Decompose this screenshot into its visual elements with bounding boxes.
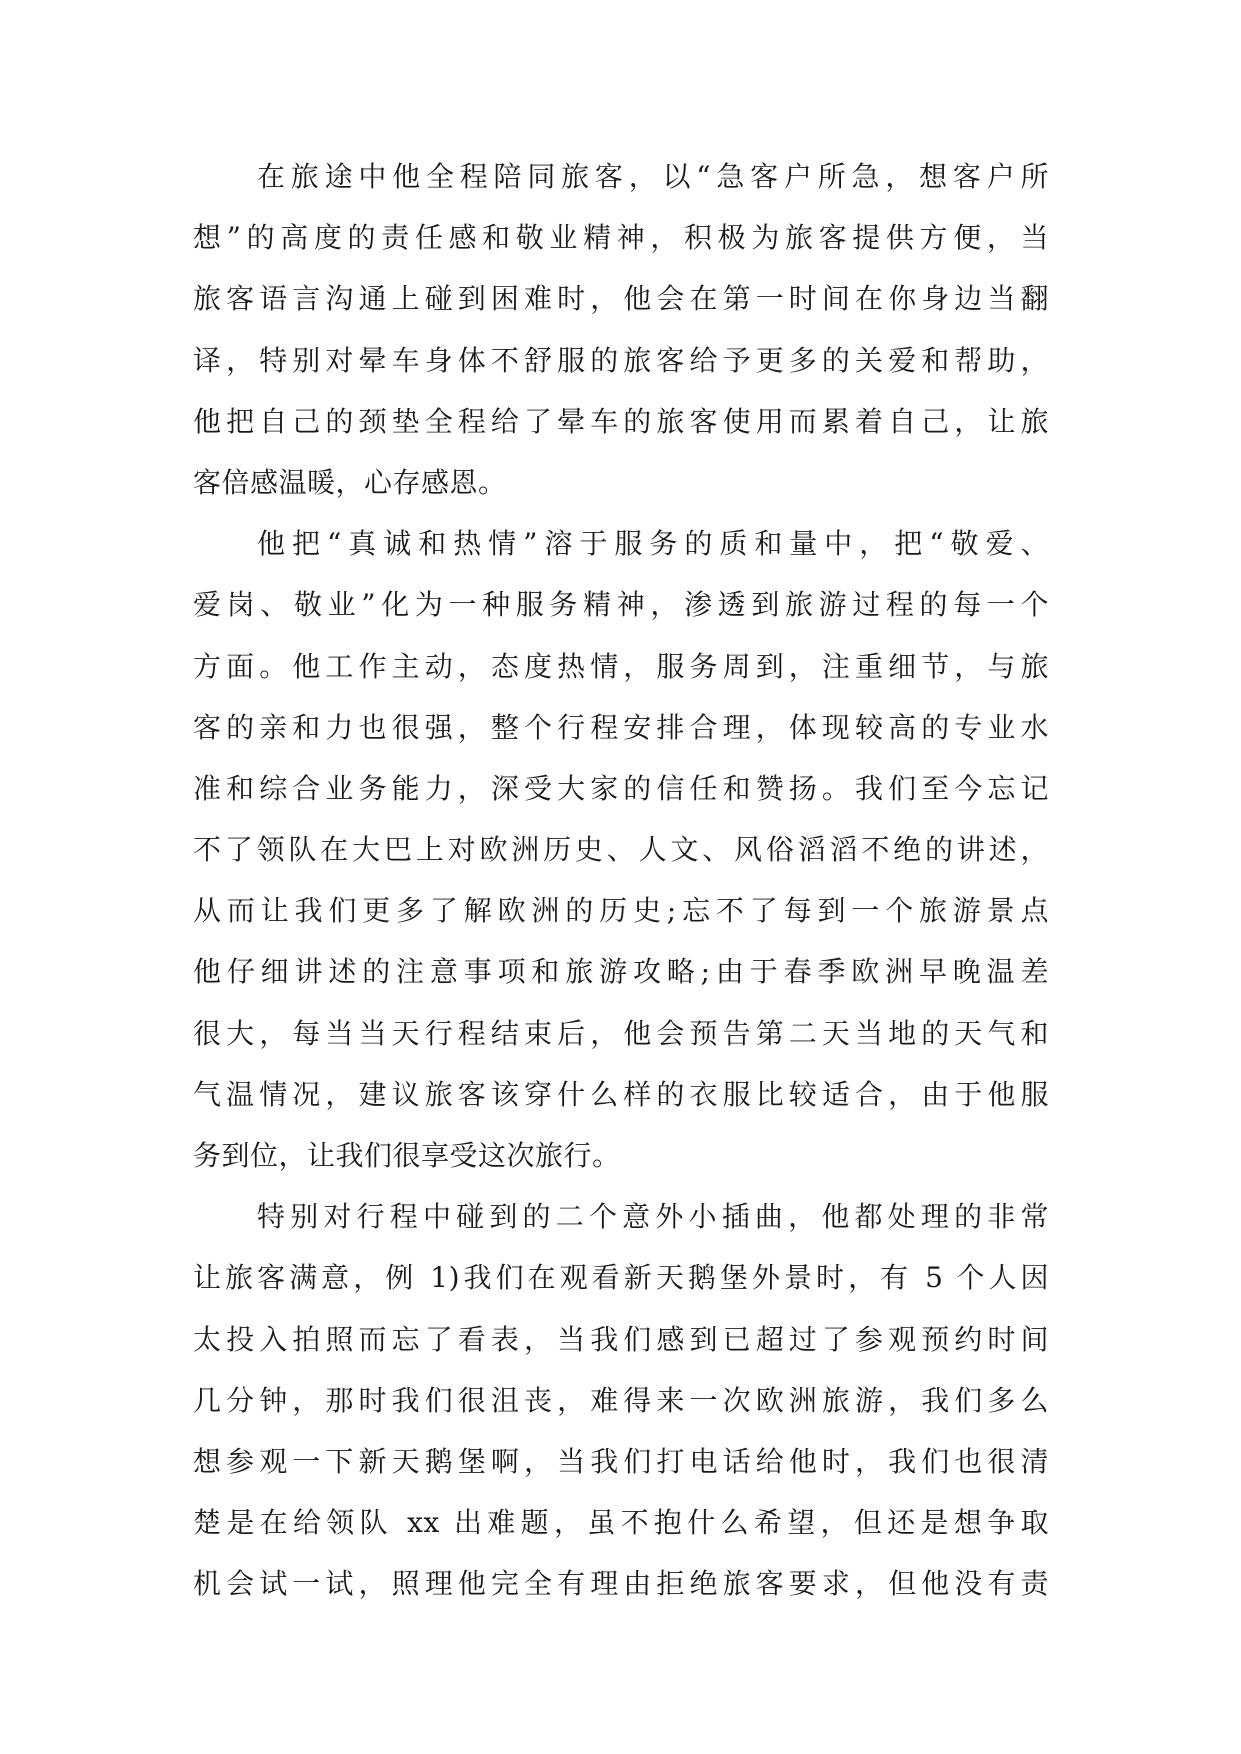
text-line: 很大，每当当天行程结束后，他会预告第二天当地的天气和 bbox=[193, 1016, 1049, 1050]
text-line: 准和综合业务能力，深受大家的信任和赞扬。我们至今忘记 bbox=[193, 771, 1049, 805]
text-line: 他把“真诚和热情”溶于服务的质和量中，把“敬爱、 bbox=[257, 527, 1049, 561]
text-line: 气温情况，建议旅客该穿什么样的衣服比较适合，由于他服 bbox=[193, 1077, 1049, 1111]
text-line: 客倍感温暖，心存感恩。 bbox=[193, 465, 507, 499]
text-line: 务到位，让我们很享受这次旅行。 bbox=[193, 1139, 621, 1172]
text-line: 想参观一下新天鹅堡啊，当我们打电话给他时，我们也很清 bbox=[193, 1444, 1049, 1478]
text-line: 特别对行程中碰到的二个意外小插曲，他都处理的非常 bbox=[257, 1200, 1049, 1234]
text-line: 让旅客满意，例 1)我们在观看新天鹅堡外景时，有 5 个人因 bbox=[193, 1261, 1049, 1295]
text-line: 机会试一试，照理他完全有理由拒绝旅客要求，但他没有责 bbox=[193, 1567, 1049, 1601]
text-line: 太投入拍照而忘了看表，当我们感到已超过了参观预约时间 bbox=[193, 1322, 1049, 1356]
paragraph-3 bbox=[193, 1186, 1049, 1614]
document-body bbox=[193, 146, 1049, 1615]
text-line: 他把自己的颈垫全程给了晕车的旅客使用而累着自己，让旅 bbox=[193, 404, 1049, 438]
text-line: 不了领队在大巴上对欧洲历史、人文、风俗滔滔不绝的讲述， bbox=[193, 833, 1049, 867]
text-line: 楚是在给领队 xx 出难题，虽不抱什么希望，但还是想争取 bbox=[193, 1506, 1049, 1540]
paragraph-2 bbox=[193, 513, 1049, 1186]
text-line: 几分钟，那时我们很沮丧，难得来一次欧洲旅游，我们多么 bbox=[193, 1383, 1049, 1417]
paragraph-1 bbox=[193, 146, 1049, 513]
text-line: 想”的高度的责任感和敬业精神，积极为旅客提供方便，当 bbox=[193, 221, 1049, 255]
text-line: 译，特别对晕车身体不舒服的旅客给予更多的关爱和帮助， bbox=[193, 343, 1049, 377]
text-line: 他仔细讲述的注意事项和旅游攻略;由于春季欧洲早晚温差 bbox=[193, 955, 1049, 989]
text-line: 客的亲和力也很强，整个行程安排合理，体现较高的专业水 bbox=[193, 710, 1049, 744]
text-line: 爱岗、敬业”化为一种服务精神，渗透到旅游过程的每一个 bbox=[193, 588, 1049, 622]
text-line: 在旅途中他全程陪同旅客，以“急客户所急，想客户所 bbox=[257, 160, 1049, 193]
text-line: 从而让我们更多了解欧洲的历史;忘不了每到一个旅游景点 bbox=[193, 894, 1049, 928]
text-line: 方面。他工作主动，态度热情，服务周到，注重细节，与旅 bbox=[193, 649, 1049, 683]
text-line: 旅客语言沟通上碰到困难时，他会在第一时间在你身边当翻 bbox=[193, 282, 1049, 316]
